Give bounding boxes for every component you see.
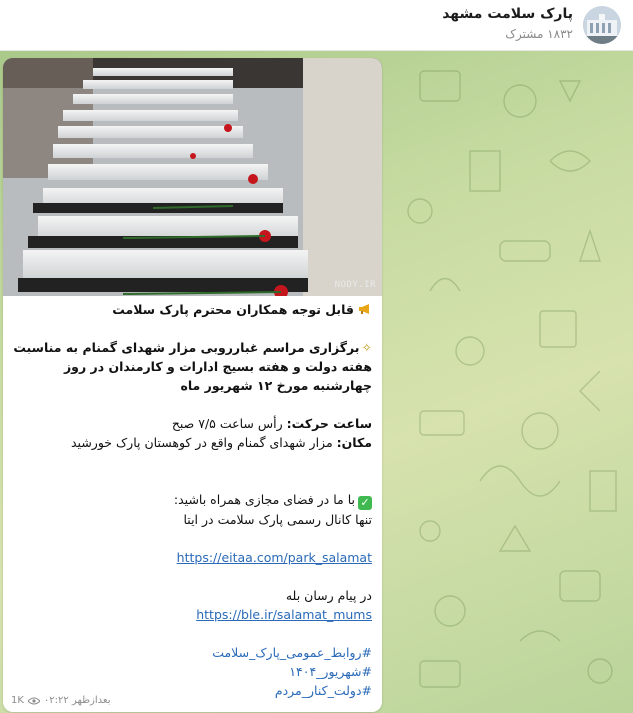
place-line (13, 433, 372, 452)
sparkle-icon: ✧ (361, 340, 372, 355)
chat-background (0, 51, 633, 713)
message-bubble[interactable] (3, 58, 382, 712)
place-value: مزار شهدای گمنام واقع در کوهستان پارک خورشید (70, 435, 337, 450)
message-body (13, 338, 372, 395)
message-title-line (13, 300, 372, 319)
channel-avatar[interactable] (583, 6, 621, 44)
photo-watermark: NODY.IR (334, 280, 376, 290)
message-time: ۰۲:۲۲ بعدازظهر (43, 695, 111, 706)
message-meta (11, 695, 111, 706)
channel-title[interactable]: پارک سلامت مشهد (442, 6, 573, 22)
eitaa-line: تنها کانال رسمی پارک سلامت در ایتا (183, 512, 372, 527)
place-label: مکان: (336, 435, 372, 450)
post-photo[interactable] (3, 58, 382, 296)
bale-line: در پیام رسان بله (285, 588, 372, 603)
virtual-text: با ما در فضای مجازی همراه باشید: (173, 492, 355, 507)
eitaa-link[interactable]: https://eitaa.com/park_salamat (176, 550, 372, 565)
megaphone-icon (358, 301, 372, 313)
eye-icon (28, 697, 40, 705)
view-count: 1K (11, 695, 24, 706)
event-description: برگزاری مراسم غبارروبی مزار شهدای گمنام به مناسبت هفته دولت و هفته بسیج ادارات و کارمندان در روز چهارشنبه مورخ ۱۲ شهریور ماه (13, 340, 372, 393)
hashtag-2[interactable]: #شهریور_۱۴۰۴ (289, 664, 372, 679)
channel-header[interactable] (0, 0, 633, 51)
hashtag-1[interactable]: #روابط_عمومی_پارک_سلامت (212, 645, 372, 660)
subscriber-count: ۱۸۳۲ مشترک (505, 27, 573, 41)
bale-link[interactable]: https://ble.ir/salamat_mums (196, 607, 372, 622)
message-title: قابل توجه همکاران محترم پارک سلامت (112, 302, 354, 317)
time-value: رأس ساعت ۷/۵ صبح (171, 416, 287, 431)
time-label: ساعت حرکت: (286, 416, 372, 431)
message-text (13, 300, 372, 700)
time-line (13, 414, 372, 433)
check-mark-icon: ✓ (358, 496, 372, 510)
virtual-line (13, 490, 372, 510)
hashtag-3[interactable]: #دولت_کنار_مردم (274, 683, 372, 698)
